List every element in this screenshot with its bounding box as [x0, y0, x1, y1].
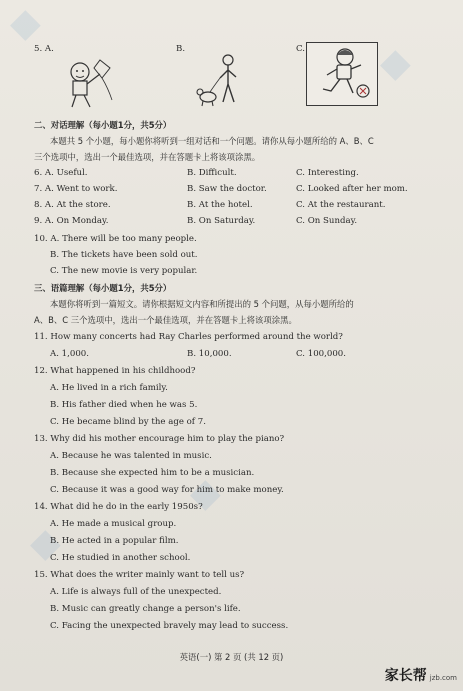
q6-option-b: B. Difficult. [187, 168, 237, 178]
q7-option-c: C. Looked after her mom. [296, 184, 408, 194]
q15-stem: 15. What does the writer mainly want to tell us? [34, 570, 245, 580]
watermark: ◆ [190, 470, 221, 516]
q9-option-a: 9. A. On Monday. [34, 216, 109, 226]
q13-option-c: C. Because it was a good way for him to make money. [50, 485, 284, 495]
q9-option-c: C. On Sunday. [296, 216, 358, 226]
brand-url: jzb.com [429, 674, 457, 682]
q12-option-a: A. He lived in a rich family. [50, 383, 168, 393]
kite-boy-icon [50, 52, 122, 110]
section3-intro-line2: A、B、C 三个选项中，选出一个最佳选项，并在答题卡上将该项涂黑。 [34, 315, 297, 325]
q6-option-c: C. Interesting. [296, 168, 359, 178]
page-footer: 英语(一) 第 2 页 (共 12 页) [179, 652, 284, 662]
q5-option-c-label: C. [296, 44, 306, 54]
q15-option-c: C. Facing the unexpected bravely may lead to success. [50, 621, 289, 631]
q14-option-b: B. He acted in a popular film. [50, 536, 179, 546]
brand-name: 家长帮 [384, 668, 427, 684]
section3-title: 三、语篇理解（每小题1分，共5分） [34, 283, 172, 293]
q8-option-a: 8. A. At the store. [34, 200, 111, 210]
q11-option-b: B. 10,000. [187, 349, 232, 359]
q13-option-a: A. Because he was talented in music. [50, 451, 212, 461]
q12-stem: 12. What happened in his childhood? [34, 366, 196, 376]
q14-option-c: C. He studied in another school. [50, 553, 191, 563]
q7-option-b: B. Saw the doctor. [187, 184, 267, 194]
q15-option-b: B. Music can greatly change a person's life. [50, 604, 241, 614]
q5-picture-c [306, 42, 378, 106]
q13-option-b: B. Because she expected him to be a musician. [50, 468, 255, 478]
section3-intro-line1: 本题你将听到一篇短文。请你根据短文内容和所提出的 5 个问题，从每小题所给的 [50, 299, 354, 309]
q11-stem: 11. How many concerts had Ray Charles performed around the world? [34, 332, 343, 342]
soccer-boy-icon [307, 43, 377, 105]
q6-option-a: 6. A. Useful. [34, 168, 88, 178]
q11-option-a: A. 1,000. [50, 349, 90, 359]
q12-option-b: B. His father died when he was 5. [50, 400, 198, 410]
q13-stem: 13. Why did his mother encourage him to play the piano? [34, 434, 285, 444]
q5-option-b-label: B. [176, 44, 186, 54]
q15-option-a: A. Life is always full of the unexpected. [50, 587, 222, 597]
q10-option-c: C. The new movie is very popular. [50, 266, 198, 276]
q11-option-c: C. 100,000. [296, 349, 347, 359]
section2-title: 二、对话理解（每小题1分，共5分） [34, 120, 172, 130]
q7-option-a: 7. A. Went to work. [34, 184, 118, 194]
watermark: ◆ [380, 40, 411, 86]
q10-option-b: B. The tickets have been sold out. [50, 250, 198, 260]
q8-option-c: C. At the restaurant. [296, 200, 386, 210]
q14-stem: 14. What did he do in the early 1950s? [34, 502, 203, 512]
brand-logo [385, 665, 457, 685]
q14-option-a: A. He made a musical group. [50, 519, 177, 529]
q9-option-b: B. On Saturday. [187, 216, 256, 226]
q12-option-c: C. He became blind by the age of 7. [50, 417, 206, 427]
q5-picture-a [50, 52, 122, 110]
watermark: ◆ [10, 0, 41, 46]
q8-option-b: B. At the hotel. [187, 200, 253, 210]
section2-intro-line2: 三个选项中，选出一个最佳选项，并在答题卡上将该项涂黑。 [34, 152, 261, 162]
watermark: ◆ [30, 520, 61, 566]
q5-picture-b [192, 52, 252, 110]
q10-option-a: 10. A. There will be too many people. [34, 234, 197, 244]
walking-dog-icon [192, 52, 252, 110]
q5-option-a-label: 5. A. [34, 44, 54, 54]
section2-intro-line1: 本题共 5 个小题，每小题你将听到一组对话和一个问题。请你从每小题所给的 A、B、C [50, 136, 374, 146]
